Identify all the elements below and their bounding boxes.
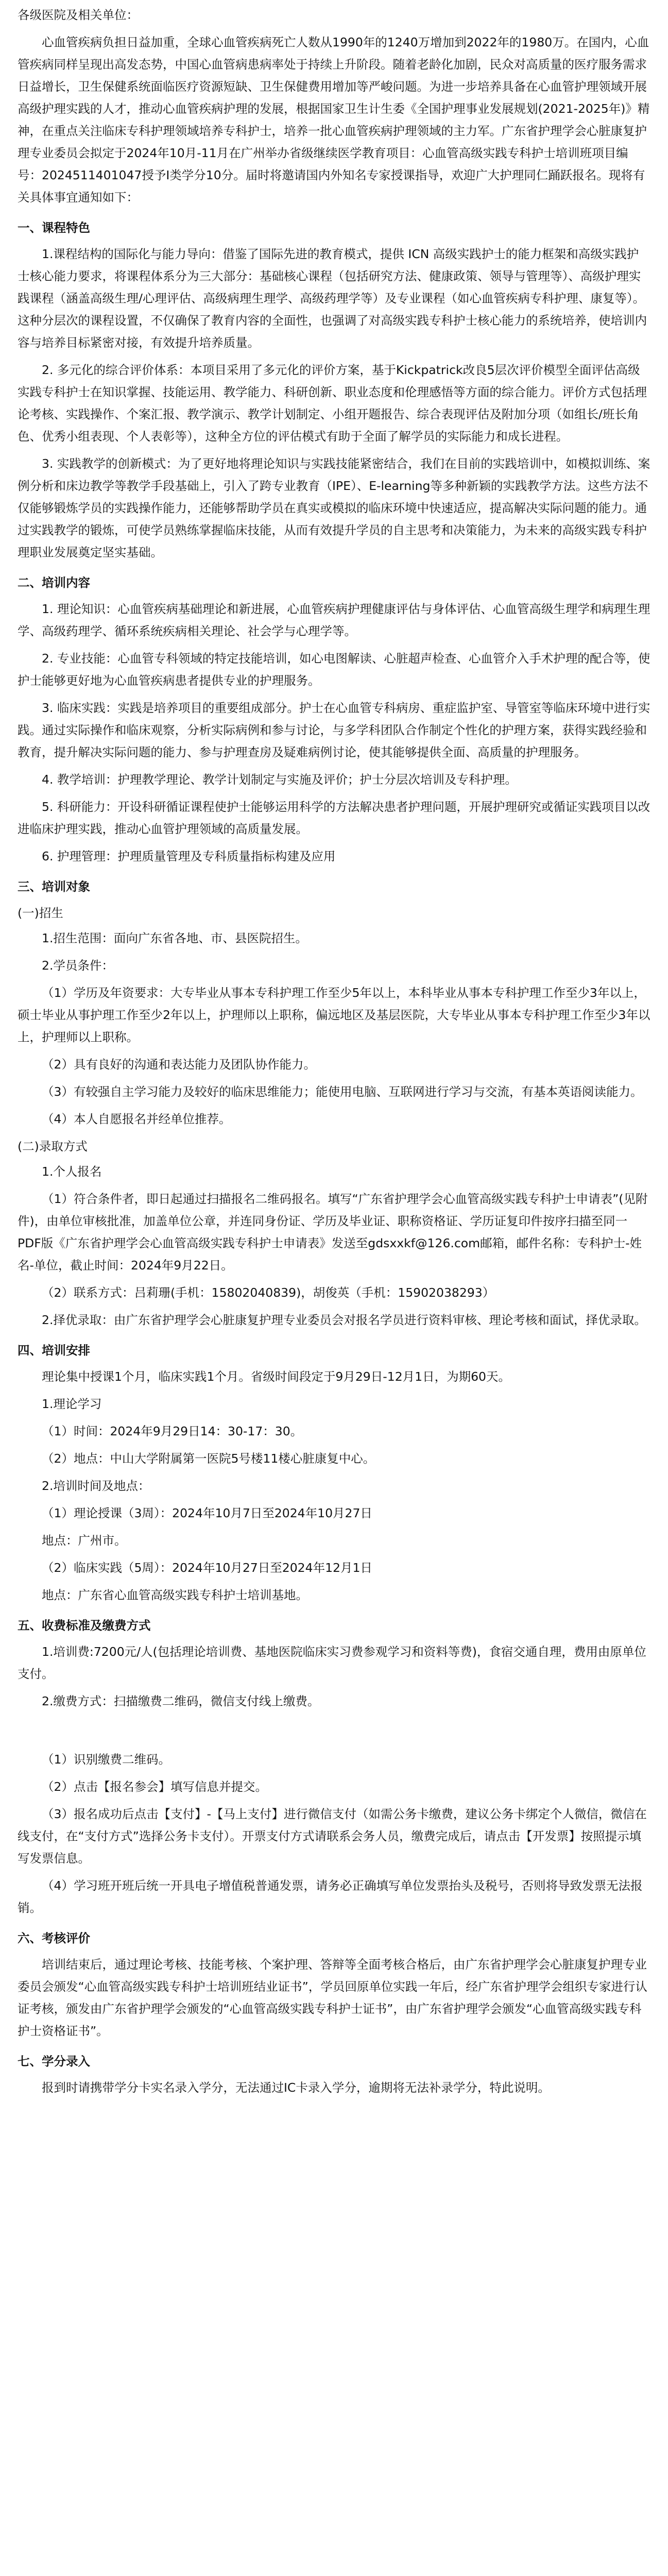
list-item: 1.理论学习 [42, 1397, 102, 1411]
section-paragraph: 1.课程结构的国际化与能力导向：借鉴了国际先进的教育模式，提供 ICN 高级实践护士的能力框架和高级实践护士核心能力要求，将课程体系分为三大部分：基础核心课程（包括研究方法、健康政策、领导与管理等）、高级护理实践课程（涵盖高级生理/心理评估、高级病理生理学、高级药理学等）及专业课程（如心血管疾病专科护理、康复等）。这种分层次的课程设置，不仅确保了教育内容的全面性，也强调了对高级实践专科护士核心能力的系统培养，使培训内容与培养目标紧密对接，有效提升培养质量。 [18, 247, 647, 350]
section-paragraph: 1.培训费:7200元/人(包括理论培训费、基地医院临床实习费参观学习和资料等费)，食宿交通自理，费用由原单位支付。 [18, 1645, 646, 1681]
subsection-title: (一)招生 [18, 906, 63, 920]
list-item: 2.择优录取：由广东省护理学会心脏康复护理专业委员会对报名学员进行资料审核、理论考核和面试，择优录取。 [42, 1313, 646, 1327]
section-paragraph: 1. 理论知识：心血管疾病基础理论和新进展，心血管疾病护理健康评估与身体评估、心血管高级生理学和病理生理学、高级药理学、循环系统疾病相关理论、社会学与心理学等。 [18, 602, 650, 638]
list-item: （2）临床实践（5周）：2024年10月27日至2024年12月1日 [42, 1561, 372, 1575]
spacer [18, 1718, 650, 1749]
section-paragraph: 报到时请携带学分卡实名录入学分，无法通过IC卡录入学分，逾期将无法补录学分，特此说明。 [42, 2080, 550, 2095]
list-item: （3）有较强自主学习能力及较好的临床思维能力；能使用电脑、互联网进行学习与交流，有基本英语阅读能力。 [42, 1084, 643, 1099]
list-item: （2）点击【报名参会】填写信息并提交。 [42, 1780, 267, 1794]
opening: 各级医院及相关单位： [18, 8, 139, 22]
section-paragraph: 5. 科研能力：开设科研循证课程使护士能够运用科学的方法解决患者护理问题，开展护理研究或循证实践项目以改进临床护理实践，推动心血管护理领域的高质量发展。 [18, 800, 650, 836]
section-heading: 五、收费标准及缴费方式 [18, 1618, 151, 1633]
section-heading: 六、考核评价 [18, 1931, 90, 1945]
list-item: （2）具有良好的沟通和表达能力及团队协作能力。 [42, 1057, 316, 1072]
section-heading: 一、课程特色 [18, 221, 90, 235]
list-item: （2）联系方式：吕莉珊(手机：15802040839)，胡俊英（手机：15902038293） [42, 1285, 495, 1300]
list-item: 1.招生范围：面向广东省各地、市、县医院招生。 [42, 931, 307, 945]
list-item: （3）报名成功后点击【支付】-【马上支付】进行微信支付（如需公务卡缴费，建议公务卡绑定个人微信，微信在线支付，在“支付方式”选择公务卡支付）。开票支付方式请联系会务人员，缴费完成后，请点击【开发票】按照提示填写发票信息。 [18, 1807, 647, 1866]
section-paragraph: 培训结束后，通过理论考核、技能考核、个案护理、答辩等全面考核合格后，由广东省护理学会心脏康复护理专业委员会颁发“心血管高级实践专科护士培训班结业证书”，学员回原单位实践一年后，经广东省护理学会组织专家进行认证考核，颁发由广东省护理学会颁发的“心血管高级实践专科护士证书”，由广东省护理学会颁发“心血管高级实践专科护士资格证书”。 [18, 1957, 647, 2038]
list-item: （1）时间：2024年9月29日14：30-17：30。 [42, 1424, 303, 1438]
section-paragraph: 2. 多元化的综合评价体系：本项目采用了多元化的评价方案，基于Kickpatrick改良5层次评价模型全面评估高级实践专科护士在知识掌握、技能运用、教学能力、科研创新、职业态度和伦理感悟等方面的综合能力。评价方式包括理论考核、实践操作、个案汇报、教学演示、教学计划制定、小组开题报告、综合表现评估及附加分项（如组长/班长角色、优秀小组表现、个人表彰等），这种全方位的评估模式有助于全面了解学员的实际能力和成长进程。 [18, 363, 647, 444]
list-item: （1）符合条件者，即日起通过扫描报名二维码报名。填写“广东省护理学会心血管高级实践专科护士申请表”(见附件)，由单位审核批准，加盖单位公章，并连同身份证、学历及毕业证、职称资格证、学历证复印件按序扫描至同一PDF版《广东省护理学会心血管高级实践专科护士申请表》发送至gdsxxkf@126.com邮箱，邮件名称：专科护士-姓名-单位，截止时间：2024年9月22日。 [18, 1192, 648, 1273]
section-paragraph: 3. 实践教学的创新模式：为了更好地将理论知识与实践技能紧密结合，我们在目前的实践培训中，如模拟训练、案例分析和床边教学等教学手段基础上，引入了跨专业教育（IPE）、E-learning等多种新颖的实践教学方法。这些方法不仅能够锻炼学员的实践操作能力，还能够帮助学员在真实或模拟的临床环境中快速适应，提高解决实际问题的能力。通过实践教学的锻炼，可使学员熟练掌握临床技能，从而有效提升学员的自主思考和决策能力，为未来的高级实践专科护理职业发展奠定坚实基础。 [18, 456, 650, 560]
subsection-title: (二)录取方式 [18, 1139, 88, 1154]
section-heading: 二、培训内容 [18, 575, 90, 590]
section-heading: 四、培训安排 [18, 1343, 90, 1358]
section-paragraph: 2.缴费方式：扫描缴费二维码，微信支付线上缴费。 [42, 1694, 320, 1708]
intro-paragraph: 心血管疾病负担日益加重，全球心血管疾病死亡人数从1990年的1240万增加到2022年的1980万。在国内，心血管疾病同样呈现出高发态势，中国心血管病患病率处于持续上升阶段。随着老龄化加剧，民众对高质量的医疗服务需求日益增长，卫生保健系统面临医疗资源短缺、卫生保健费用增加等严峻问题。为进一步培养具备在心血管护理领域开展高级护理实践的人才，推动心血管疾病护理的发展，根据国家卫生计生委《全国护理事业发展规划(2021-2025年)》精神，在重点关注临床专科护理领域培养专科护士，培养一批心血管疾病护理领域的主力军。广东省护理学会心脏康复护理专业委员会拟定于2024年10月-11月在广州举办省级继续医学教育项目：心血管高级实践专科护士培训班项目编号：2024511401047授予I类学分10分。届时将邀请国内外知名专家授课指导，欢迎广大护理同仁踊跃报名。现将有关具体事宜通知如下： [18, 35, 650, 205]
list-item: （4）本人自愿报名并经单位推荐。 [42, 1112, 231, 1126]
list-item: （1）识别缴费二维码。 [42, 1752, 170, 1767]
section-paragraph: 2. 专业技能：心血管专科领域的特定技能培训，如心电图解读、心脏超声检查、心血管介入手术护理的配合等，使护士能够更好地为心血管疾病患者提供专业的护理服务。 [18, 651, 650, 688]
list-item: 1.个人报名 [42, 1164, 102, 1179]
list-item: （1）学历及年资要求：大专毕业从事本专科护理工作至少5年以上，本科毕业从事本专科护理工作至少3年以上，硕士毕业从事护理工作至少2年以上，护理师以上职称，偏远地区及基层医院，大专毕业从事本专科护理工作至少3年以上，护理师以上职称。 [18, 986, 650, 1044]
list-item: 地点：广东省心血管高级实践专科护士培训基地。 [42, 1588, 308, 1602]
section-heading: 七、学分录入 [18, 2054, 90, 2069]
list-item: （4）学习班开班后统一开具电子增值税普通发票，请务必正确填写单位发票抬头及税号，否则将导致发票无法报销。 [18, 1878, 643, 1915]
section-paragraph: 4. 教学培训：护理教学理论、教学计划制定与实施及评价；护士分层次培训及专科护理。 [42, 772, 517, 787]
list-item: （2）地点：中山大学附属第一医院5号楼11楼心脏康复中心。 [42, 1451, 375, 1466]
list-item: 2.培训时间及地点： [42, 1479, 150, 1493]
list-item: 地点：广州市。 [42, 1533, 127, 1548]
list-item: （1）理论授课（3周）：2024年10月7日至2024年10月27日 [42, 1506, 372, 1520]
section-paragraph: 6. 护理管理：护理质量管理及专科质量指标构建及应用 [42, 849, 336, 863]
list-item: 2.学员条件： [42, 958, 114, 973]
section-paragraph: 3. 临床实践：实践是培养项目的重要组成部分。护士在心血管专科病房、重症监护室、导管室等临床环境中进行实践。通过实际操作和临床观察，分析实际病例和参与讨论，与多学科团队合作制定个性化的护理方案，获得实践经验和教育，提升解决实际问题的能力、参与护理查房及疑难病例讨论，使其能够提供全面、高质量的护理服务。 [18, 701, 650, 759]
section-paragraph: 理论集中授课1个月，临床实践1个月。省级时间段定于9月29日-12月1日，为期60天。 [42, 1369, 510, 1384]
section-heading: 三、培训对象 [18, 879, 90, 894]
notice-body [18, 4, 650, 2104]
